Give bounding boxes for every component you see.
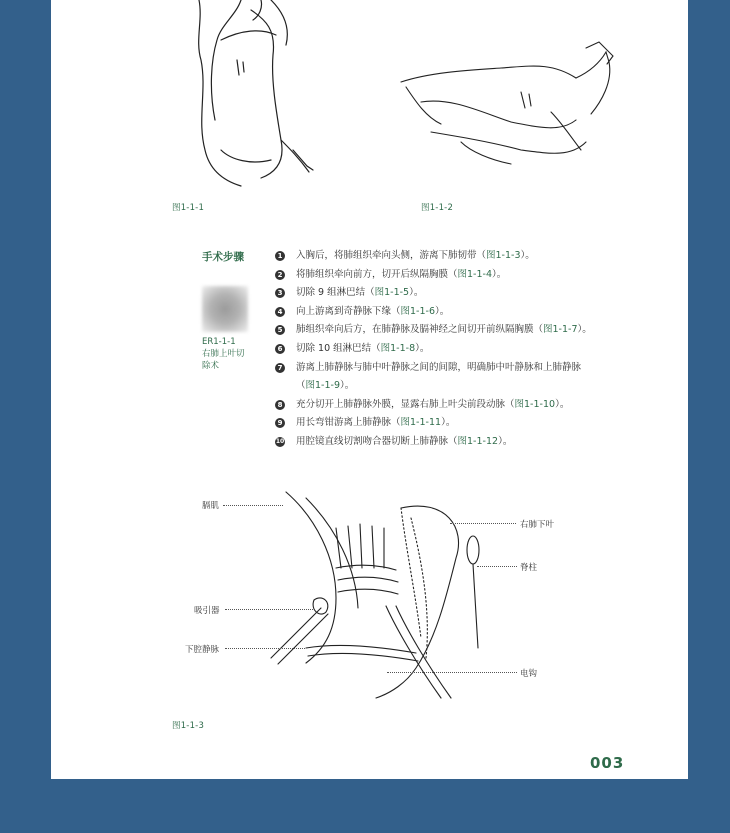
figure-ref[interactable]: 图1-1-10: [514, 398, 556, 410]
label-suction: 吸引器: [194, 606, 220, 616]
step-tail: ）。: [409, 287, 424, 299]
step-text: 切除 9 组淋巴结（: [296, 287, 375, 299]
figure-1-1-3: [266, 488, 466, 703]
step-tail: ）。: [498, 435, 513, 447]
figure-1-1-2-caption: 图1-1-2: [421, 203, 454, 213]
step-item: [275, 303, 675, 322]
leader-hook: [387, 672, 517, 673]
figure-ref[interactable]: 图1-1-8: [380, 342, 416, 354]
video-label[interactable]: [202, 336, 254, 372]
step-item: [275, 284, 675, 303]
step-number: 1: [275, 251, 285, 261]
figure-ref[interactable]: 图1-1-6: [400, 305, 436, 317]
step-item: [275, 414, 675, 433]
step-item: [275, 266, 675, 285]
step-tail: ）。: [555, 398, 570, 410]
label-right-lower-lobe: 右肺下叶: [520, 520, 555, 530]
step-number: 2: [275, 270, 285, 280]
step-text: 入胸后，将肺组织牵向头侧，游离下肺韧带（: [296, 250, 487, 261]
label-spine: 脊柱: [520, 563, 538, 573]
step-number: 6: [275, 344, 285, 354]
step-tail: ）。: [340, 380, 355, 392]
leader-right-lower-lobe: [450, 523, 516, 524]
leader-suction: [225, 609, 313, 610]
figure-ref[interactable]: 图1-1-5: [374, 287, 410, 299]
step-text: 将肺组织牵向前方，切开后纵隔胸膜（: [296, 268, 458, 280]
figure-1-1-2: [401, 42, 616, 172]
step-text: 肺组织牵向后方，在肺静脉及膈神经之间切开前纵隔胸膜（: [296, 324, 544, 336]
step-text: 游离上肺静脉与肺中叶静脉之间的间隙，明确肺中叶静脉和上肺静脉: [296, 361, 582, 373]
step-tail: ）。: [520, 250, 535, 261]
figure-ref[interactable]: 图1-1-11: [400, 417, 442, 429]
figure-ref[interactable]: 图1-1-9: [305, 380, 341, 392]
book-page: [51, 0, 688, 779]
step-tail: ）。: [577, 324, 592, 336]
step-tail: ）。: [415, 342, 430, 354]
figure-ref[interactable]: 图1-1-3: [486, 250, 521, 261]
step-item: [275, 247, 675, 266]
step-text: 充分切开上肺静脉外膜，显露右肺上叶尖前段动脉（: [296, 398, 515, 410]
label-hook: 电钩: [520, 669, 538, 679]
step-item: [275, 340, 675, 359]
leader-ivc: [225, 648, 305, 649]
step-item: [275, 433, 675, 452]
leader-diaphragm: [223, 505, 283, 506]
step-text: 用腔镜直线切割吻合器切断上肺静脉（: [296, 435, 458, 447]
step-number: 8: [275, 400, 285, 410]
step-text: （: [296, 380, 306, 392]
section-title: 手术步骤: [202, 251, 244, 263]
figure-1-1-3-caption: 图1-1-3: [172, 721, 205, 731]
step-tail: ）。: [441, 417, 456, 429]
step-number: 3: [275, 288, 285, 298]
video-label-line3: 除术: [202, 361, 220, 371]
leader-spine: [477, 566, 517, 567]
step-item: [275, 359, 675, 378]
figure-ref[interactable]: 图1-1-4: [457, 268, 493, 280]
step-text: 向上游离到奇静脉下缘（: [296, 305, 401, 317]
video-label-line2: 右肺上叶切: [202, 349, 245, 359]
step-item-continued: [275, 377, 675, 396]
video-qr-code[interactable]: [202, 286, 248, 332]
step-number: 5: [275, 325, 285, 335]
figure-1-1-1: [181, 0, 321, 190]
steps-list: [275, 247, 675, 452]
figure-1-1-1-caption: 图1-1-1: [172, 203, 205, 213]
step-item: [275, 321, 675, 340]
figure-ref[interactable]: 图1-1-7: [543, 324, 578, 336]
step-number: 10: [275, 437, 285, 445]
label-ivc: 下腔静脉: [185, 645, 220, 655]
step-tail: ）。: [492, 268, 507, 280]
step-number: 7: [275, 363, 285, 373]
video-label-line1: ER1-1-1: [202, 337, 236, 347]
step-item: [275, 396, 675, 415]
label-diaphragm: 膈肌: [202, 501, 220, 511]
page-number: 003: [590, 754, 625, 772]
step-number: 4: [275, 307, 285, 317]
step-text: 切除 10 组淋巴结（: [296, 342, 381, 354]
figure-ref[interactable]: 图1-1-12: [457, 435, 499, 447]
step-number: 9: [275, 418, 285, 428]
step-text: 用长弯钳游离上肺静脉（: [296, 417, 401, 429]
step-tail: ）。: [435, 305, 450, 317]
